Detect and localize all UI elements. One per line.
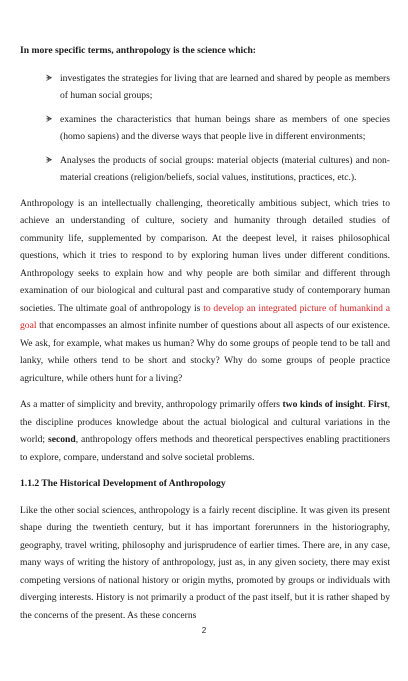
bold-text: First (367, 399, 388, 410)
list-item-text: Analyses the products of social groups: material objects (material cultures) and non-material creations (religion/beliefs, social values, institutions, practices, etc.). (60, 154, 390, 183)
paragraph-text: Anthropology is an intellectually challenging, theoretically ambitious subject, which tries to achieve an understanding of culture, society and humanity through detailed studies of community life, supplemented by comparison. At the deepest level, it raises philosophical questions, which it tries to respond to by exploring human lives under different conditions. Anthropology seeks to explain how and why people are both similar and different through examination of our biological and cultural past and comparative study of contemporary human societies. The ultimate goal of anthropology is (20, 197, 390, 314)
paragraph-text: . (362, 399, 368, 410)
bold-text: second (47, 434, 76, 445)
highlighted-text: to develop an integrated picture of humankind a goal (20, 302, 390, 331)
intro-heading: In more specific terms, anthropology is the science which: (20, 45, 256, 56)
section-title: 1.1.2 The Historical Development of Anthropology (20, 478, 226, 489)
paragraph-insights (20, 396, 390, 466)
paragraph-history: Like the other social sciences, anthropology is a fairly recent discipline. It was given its present shape during the twentieth century, but it has important forerunners in the historiography, geography, travel writing, philosophy and jurisprudence of earlier times. There are, in any case, many ways of writing the history of anthropology, just as, in any given society, there may exist competing versions of national history or origin myths, promoted by groups or individuals with diverging interests. History is not primarily a product of the past itself, but it is rather shaped by the concerns of the present. As these concerns (20, 504, 390, 621)
paragraph-text: that encompasses an almost infinite number of questions about all aspects of our existence. We ask, for example, what makes us human? Why do some groups of people tend to be tall and lanky, while others tend to be short and stocky? Why do some groups of people practice agriculture, while others hunt for a living? (20, 320, 390, 384)
list-item-text: examines the characteristics that human beings share as members of one species (homo sapiens) and the diverse ways that people live in different environments; (60, 113, 390, 142)
list-item (20, 111, 390, 146)
paragraph-anthropology-goal (20, 195, 390, 388)
paragraph-text: , anthropology offers methods and theoretical perspectives enabling practitioners to explore, compare, understand and solve societal problems. (20, 434, 390, 463)
paragraph-text: , the discipline produces knowledge about the actual biological and cultural variations in the world; (20, 399, 390, 445)
page-number: 2 (201, 626, 207, 635)
scroll-bullet-icon: ᗙ (46, 154, 53, 165)
list-item (20, 152, 390, 187)
paragraph-text: As a matter of simplicity and brevity, anthropology primarily offers (20, 399, 283, 410)
bold-text: two kinds of insight (282, 399, 363, 410)
scroll-bullet-icon: ᗙ (46, 72, 53, 83)
list-item-text: investigates the strategies for living that are learned and shared by people as members of human social groups; (60, 72, 390, 101)
scroll-bullet-icon: ᗙ (46, 113, 53, 124)
list-item (20, 70, 390, 105)
definition-list (20, 70, 390, 187)
